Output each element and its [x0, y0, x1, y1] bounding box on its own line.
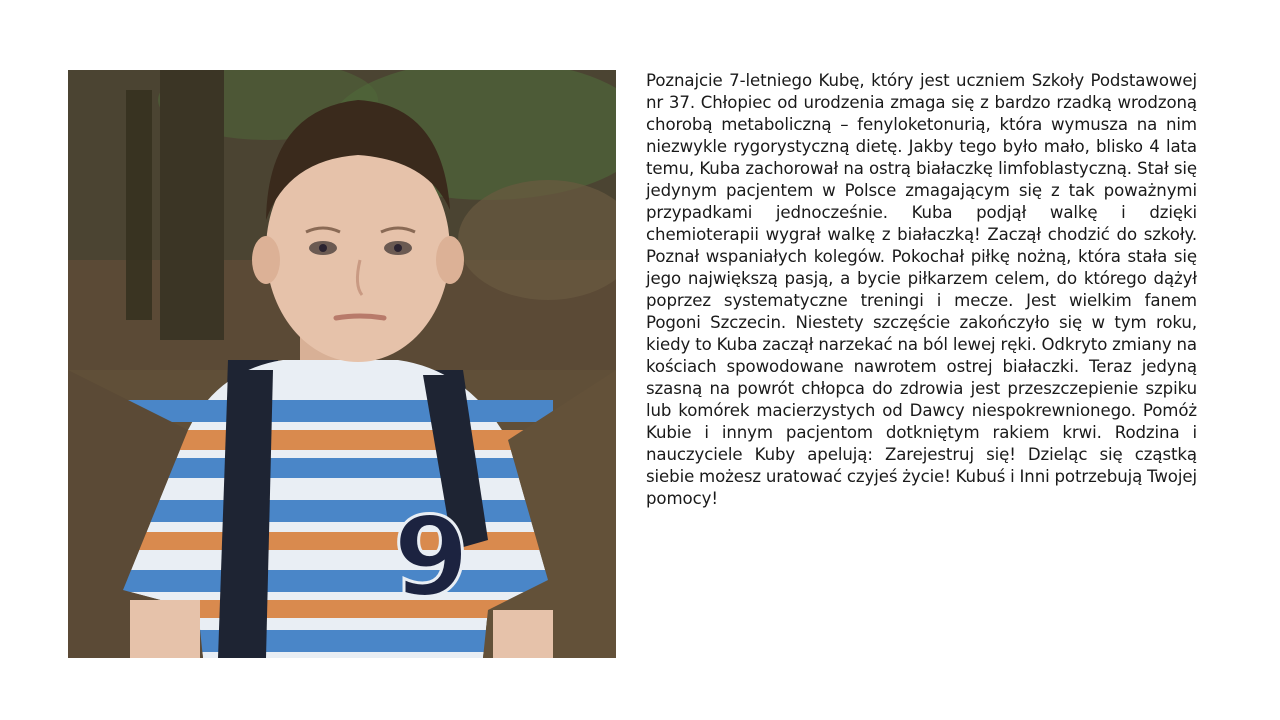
- boy-photo: [68, 70, 616, 658]
- boy-photo-illustration: [68, 70, 616, 658]
- shirt-print: 9: [393, 493, 470, 621]
- article-text: Poznajcie 7-letniego Kubę, który jest uczniem Szkoły Podstawowej nr 37. Chłopiec od urodzenia zmaga się z bardzo rzadką wrodzoną chorobą metaboliczną – fenyloketonurią, która wymusza na nim niezwykle rygorystyczną dietę. Jakby tego było mało, blisko 4 lata temu, Kuba zachorował na ostrą białaczkę limfoblastyczną. Stał się jedynym pacjentem w Polsce zmagającym się z tak poważnymi przypadkami jednocześnie. Kuba podjął walkę i dzięki chemioterapii wygrał walkę z białaczką! Zaczął chodzić do szkoły. Poznał wspaniałych kolegów. Pokochał piłkę nożną, która stała się jego największą pasją, a bycie piłkarzem celem, do którego dążył poprzez systematyczne treningi i mecze. Jest wielkim fanem Pogoni Szczecin. Niestety szczęście zakończyło się w tym roku, kiedy to Kuba zaczął narzekać na ból lewej ręki. Odkryto zmiany na kościach spowodowane nawrotem ostrej białaczki. Teraz jedyną szasną na powrót chłopca do zdrowia jest przeszczepienie szpiku lub komórek macierzystych od Dawcy niespokrewnionego. Pomóż Kubie i innym pacjentom dotkniętym rakiem krwi. Rodzina i nauczyciele Kuby apelują: Zarejestruj się! Dzieląc się cząstką siebie możesz uratować czyjeś życie! Kubuś i Inni potrzebują Twojej pomocy!: [646, 71, 1197, 508]
